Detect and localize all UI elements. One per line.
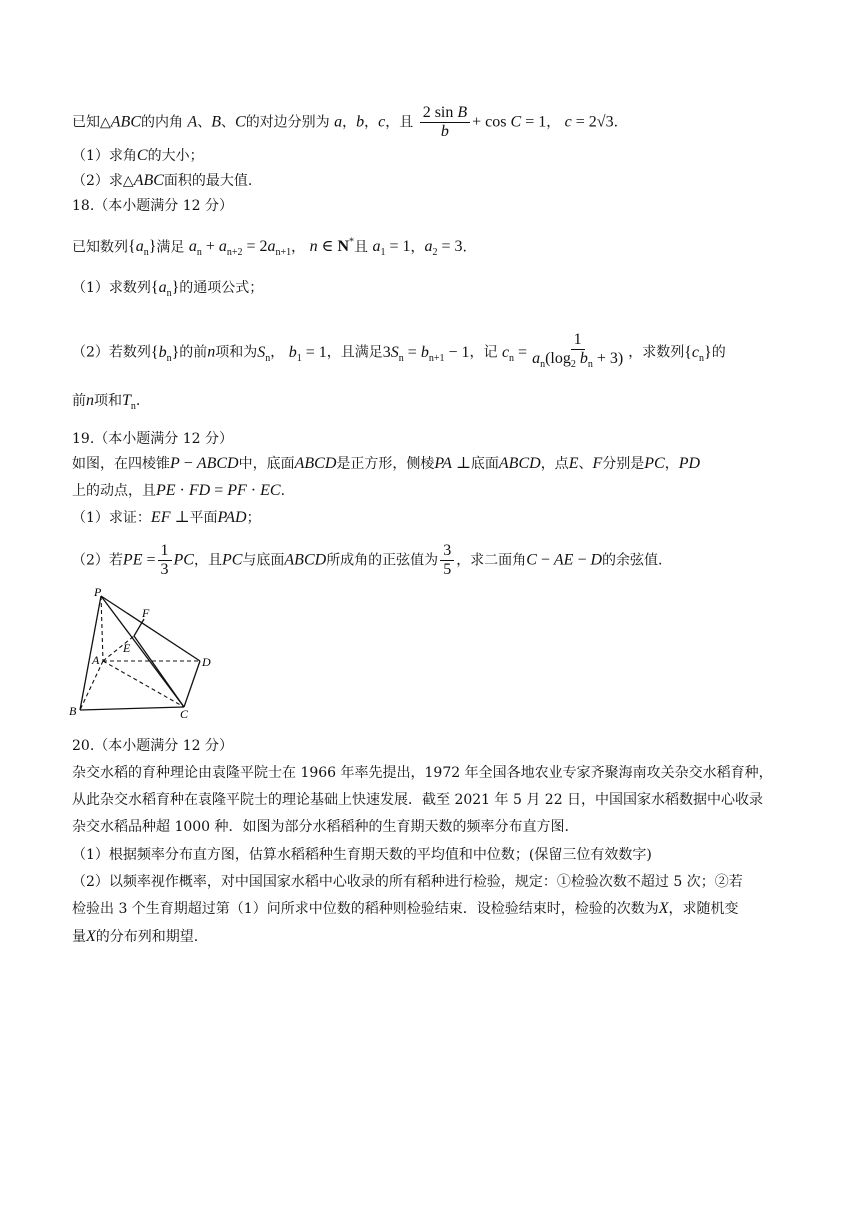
q20-para-line1: 杂交水稻的育种理论由袁隆平院士在 1966 年率先提出，1972 年全国各地农业专家齐聚海南攻关杂交水稻育种， [72,765,773,781]
label-D: D [202,655,211,669]
q20-part1: （1）根据频率分布直方图，估算水稻稻种生育期天数的平均值和中位数；(保留三位有效数字) [72,847,652,863]
q20-para-line3: 杂交水稻品种超 1000 种．如图为部分水稻稻种的生育期天数的频率分布直方图. [72,819,569,835]
fraction-2sinB-over-b: $\frac{\text{2 sin B}}{b}$ [420,104,470,141]
q19-line2: 上的动点，且PE · FD = PF · EC. [72,482,286,499]
q18-stem: 已知数列$\{a_n\}$满足 $a_n + a_{n+2} = 2a_{n+1}$， n ∈ N*且 $a_1 = 1$，$a_2 = 3$. [72,237,467,259]
q20-header: 20.（本小题满分 12 分） [72,738,233,754]
q20-part2-line3: 量X的分布列和期望. [72,928,199,945]
label-A: A [92,653,100,667]
pyramid-figure [66,584,216,722]
q18-part2-cont: 前n项和$T_n$. [72,392,141,413]
q17-stem: 已知△ABC的内角 A、B、C的对边分别为 a，b，c，且 $\frac{\text{2 sin B}}{b}$ + cos C = 1， c = 2√3. [72,104,619,140]
q18-header: 18.（本小题满分 12 分） [72,198,233,214]
q19-header: 19.（本小题满分 12 分） [72,431,233,447]
q18-part1: （1）求数列$\{a_n\}$的通项公式； [72,279,264,300]
q19-line1: 如图，在四棱锥P − ABCD中，底面ABCD是正方形，侧棱PA ⊥底面ABCD，点E、F分别是PC，PD [72,455,701,472]
q20-part2-line1: （2）以频率视作概率，对中国国家水稻中心收录的所有稻种进行检验，规定：①检验次数不超过 5 次；②若 [72,874,743,890]
label-B: B [69,704,77,718]
q17-part2: （2）求△ABC面积的最大值. [72,172,253,189]
fraction-cn: $\frac{1}{a_n(\log_2 b_n + 3)}$ [532,331,624,371]
fraction-three-fifths: $\frac{3}{5}$ [440,542,454,579]
label-E: E [123,641,131,655]
label-P: P [94,585,102,599]
q18-part2: （2）若数列$\{b_n\}$的前n项和为$S_n$， $b_1 = 1$，且满足$3S_n = b_{n+1} - 1$，记 $c_n$ = $\frac{1}{a_n(\log_2 b_n + 3)}$ ，求数列$\{c_n\}$的 [72,331,726,374]
label-F: F [142,606,150,620]
q19-part2: （2）若PE = $\frac{1}{3}$ PC，且PC与底面ABCD所成角的正弦值为 $\frac{3}{5}$ ，求二面角C − AE − D的余弦值. [72,542,663,578]
q19-part1: （1）求证：EF ⊥平面PAD； [72,509,261,526]
q20-para-line2: 从此杂交水稻育种在袁隆平院士的理论基础上快速发展．截至 2021 年 5 月 22 日，中国国家水稻数据中心收录 [72,792,764,808]
label-C: C [180,707,189,721]
q20-part2-line2: 检验出 3 个生育期超过第（1）问所求中位数的稻种则检验结束．设检验结束时，检验的次数为X，求随机变 [72,900,739,917]
q17-part1: （1）求角C的大小； [72,147,204,164]
fraction-one-third: $\frac{1}{3}$ [158,542,172,579]
